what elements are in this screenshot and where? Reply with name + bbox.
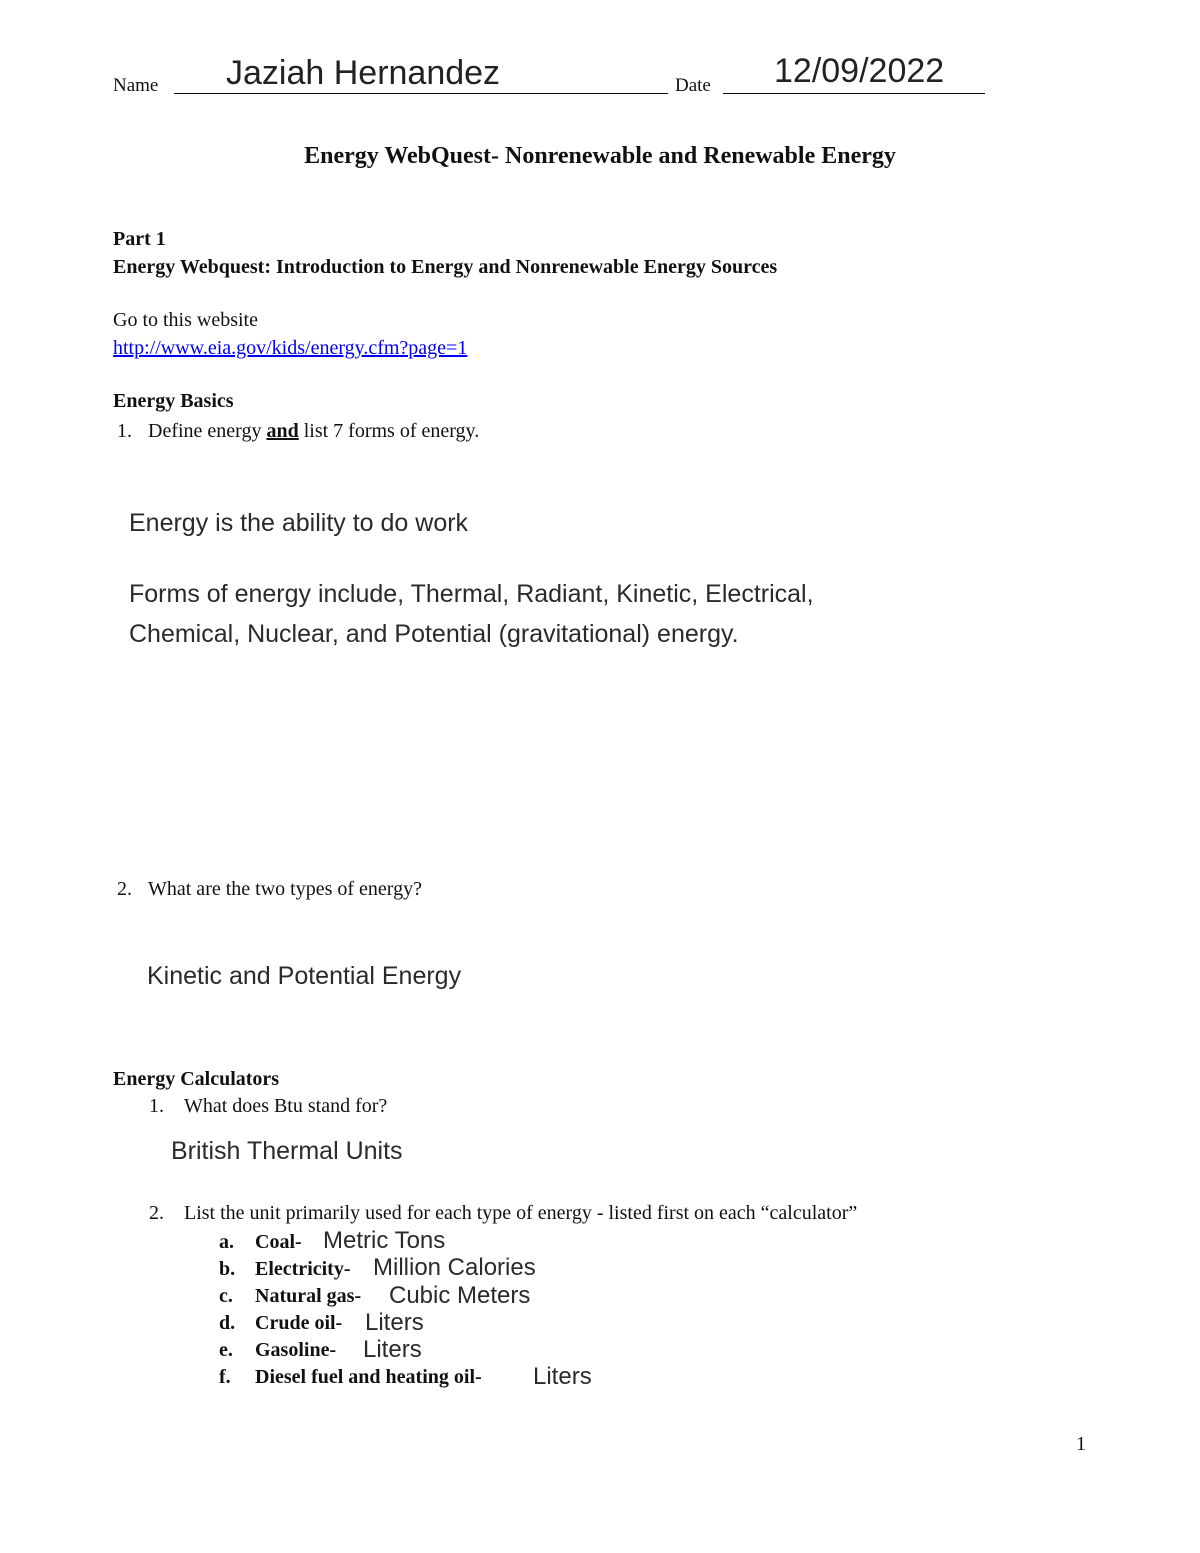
answer-1-line-2[interactable]: Forms of energy include, Thermal, Radiant, Kinetic, Electrical, [129, 580, 814, 608]
name-label: Name [113, 75, 159, 96]
instruction-text: Go to this website [113, 309, 258, 331]
part1-heading: Part 1 [113, 228, 166, 250]
date-value[interactable]: 12/09/2022 [774, 52, 945, 90]
list-item-letter: c. [219, 1285, 233, 1307]
part1-subheading: Energy Webquest: Introduction to Energy and Nonrenewable Energy Sources [113, 256, 778, 278]
question-1-text-before: Define energy [148, 420, 267, 442]
calc-answer-1[interactable]: British Thermal Units [171, 1137, 403, 1165]
list-item-answer[interactable]: Cubic Meters [389, 1282, 531, 1309]
calc-question-1-text: What does Btu stand for? [184, 1095, 388, 1117]
question-number: 2. [149, 1202, 164, 1224]
list-item-answer[interactable]: Metric Tons [323, 1227, 446, 1254]
name-value[interactable]: Jaziah Hernandez [226, 54, 501, 92]
answer-1-line-1[interactable]: Energy is the ability to do work [129, 509, 469, 537]
question-1-emphasis: and [266, 420, 299, 442]
page-number: 1 [1076, 1433, 1086, 1455]
calc-question-2-text: List the unit primarily used for each type of energy - listed first on each “calculator” [184, 1202, 858, 1224]
list-item-answer[interactable]: Liters [363, 1336, 422, 1363]
list-item-label: Natural gas- [255, 1285, 362, 1307]
page-title: Energy WebQuest- Nonrenewable and Renewable Energy [304, 143, 896, 169]
energy-basics-heading: Energy Basics [113, 390, 234, 412]
date-label: Date [675, 75, 711, 96]
answer-1-line-3[interactable]: Chemical, Nuclear, and Potential (gravitational) energy. [129, 620, 739, 648]
list-item-letter: d. [219, 1312, 236, 1334]
energy-calculators-heading: Energy Calculators [113, 1068, 280, 1090]
answer-2[interactable]: Kinetic and Potential Energy [147, 962, 462, 990]
name-underline [174, 93, 668, 94]
list-item-label: Electricity- [255, 1258, 351, 1280]
question-number: 1. [117, 420, 132, 442]
list-item-letter: e. [219, 1339, 233, 1361]
question-number: 2. [117, 878, 132, 900]
list-item-answer[interactable]: Liters [365, 1309, 424, 1336]
list-item-label: Diesel fuel and heating oil- [255, 1366, 482, 1388]
list-item-label: Coal- [255, 1231, 302, 1253]
website-link[interactable]: http://www.eia.gov/kids/energy.cfm?page=1 [113, 337, 468, 359]
list-item-letter: a. [219, 1231, 234, 1253]
list-item-label: Crude oil- [255, 1312, 343, 1334]
question-2-text: What are the two types of energy? [148, 878, 422, 900]
question-1-text-after: list 7 forms of energy. [298, 420, 480, 442]
question-number: 1. [149, 1095, 164, 1117]
question-1-text [148, 420, 479, 443]
list-item-answer[interactable]: Liters [533, 1363, 592, 1390]
list-item-answer[interactable]: Million Calories [373, 1254, 536, 1281]
date-underline [723, 93, 985, 94]
list-item-letter: b. [219, 1258, 236, 1280]
list-item-label: Gasoline- [255, 1339, 337, 1361]
list-item-letter: f. [219, 1366, 231, 1388]
